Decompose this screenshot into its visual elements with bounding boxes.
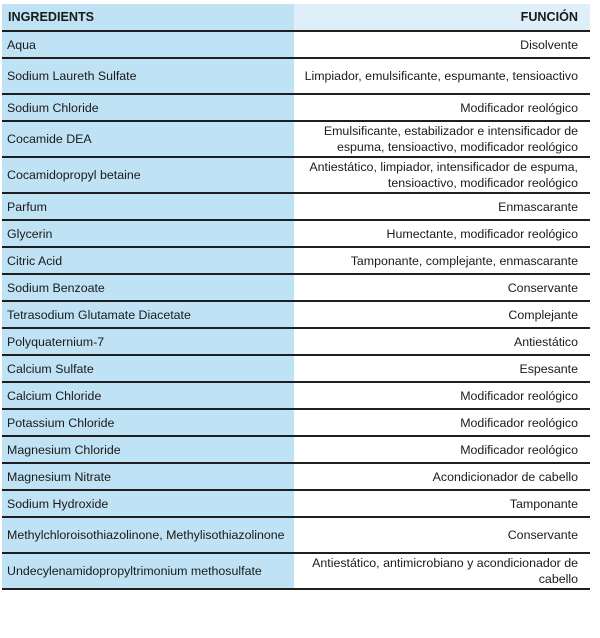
table-row	[2, 58, 590, 94]
function-cell: Modificador reológico	[294, 409, 590, 436]
ingredient-cell: Cocamidopropyl betaine	[2, 157, 294, 193]
table-row	[2, 517, 590, 553]
function-cell: Modificador reológico	[294, 94, 590, 121]
table-row	[2, 355, 590, 382]
ingredient-cell: Sodium Chloride	[2, 94, 294, 121]
ingredient-cell: Parfum	[2, 193, 294, 220]
ingredient-cell: Sodium Benzoate	[2, 274, 294, 301]
table-row	[2, 31, 590, 58]
ingredient-cell: Cocamide DEA	[2, 121, 294, 157]
table-row	[2, 328, 590, 355]
function-cell: Antiestático, limpiador, intensificador de espuma, tensioactivo, modificador reológico	[294, 157, 590, 193]
function-cell: Tamponante	[294, 490, 590, 517]
ingredient-cell: Sodium Hydroxide	[2, 490, 294, 517]
table-row	[2, 553, 590, 589]
function-column-header: FUNCIÓN	[294, 4, 590, 31]
table-row	[2, 382, 590, 409]
ingredient-cell: Magnesium Nitrate	[2, 463, 294, 490]
ingredient-cell: Calcium Sulfate	[2, 355, 294, 382]
header-row	[2, 4, 590, 31]
table-row	[2, 121, 590, 157]
ingredients-table	[2, 4, 590, 590]
ingredient-cell: Magnesium Chloride	[2, 436, 294, 463]
function-cell: Acondicionador de cabello	[294, 463, 590, 490]
function-cell: Limpiador, emulsificante, espumante, tensioactivo	[294, 58, 590, 94]
function-cell: Espesante	[294, 355, 590, 382]
table-row	[2, 94, 590, 121]
table-row	[2, 436, 590, 463]
table-row	[2, 157, 590, 193]
function-cell: Humectante, modificador reológico	[294, 220, 590, 247]
table-row	[2, 490, 590, 517]
function-cell: Modificador reológico	[294, 436, 590, 463]
table-row	[2, 193, 590, 220]
ingredient-cell: Sodium Laureth Sulfate	[2, 58, 294, 94]
ingredient-cell: Calcium Chloride	[2, 382, 294, 409]
ingredient-cell: Undecylenamidopropyltrimonium methosulfate	[2, 553, 294, 589]
ingredient-cell: Aqua	[2, 31, 294, 58]
ingredient-cell: Glycerin	[2, 220, 294, 247]
table-row	[2, 274, 590, 301]
table-row	[2, 463, 590, 490]
table-row	[2, 301, 590, 328]
ingredient-cell: Methylchloroisothiazolinone, Methylisothiazolinone	[2, 517, 294, 553]
function-cell: Enmascarante	[294, 193, 590, 220]
ingredient-cell: Polyquaternium-7	[2, 328, 294, 355]
function-cell: Modificador reológico	[294, 382, 590, 409]
function-cell: Conservante	[294, 274, 590, 301]
function-cell: Disolvente	[294, 31, 590, 58]
table-row	[2, 220, 590, 247]
ingredient-cell: Potassium Chloride	[2, 409, 294, 436]
table-row	[2, 247, 590, 274]
function-cell: Antiestático, antimicrobiano y acondicionador de cabello	[294, 553, 590, 589]
function-cell: Tamponante, complejante, enmascarante	[294, 247, 590, 274]
ingredients-column-header: INGREDIENTS	[2, 4, 294, 31]
ingredient-cell: Citric Acid	[2, 247, 294, 274]
function-cell: Conservante	[294, 517, 590, 553]
table-row	[2, 409, 590, 436]
function-cell: Antiestático	[294, 328, 590, 355]
function-cell: Complejante	[294, 301, 590, 328]
ingredient-cell: Tetrasodium Glutamate Diacetate	[2, 301, 294, 328]
function-cell: Emulsificante, estabilizador e intensificador de espuma, tensioactivo, modificador reológico	[294, 121, 590, 157]
